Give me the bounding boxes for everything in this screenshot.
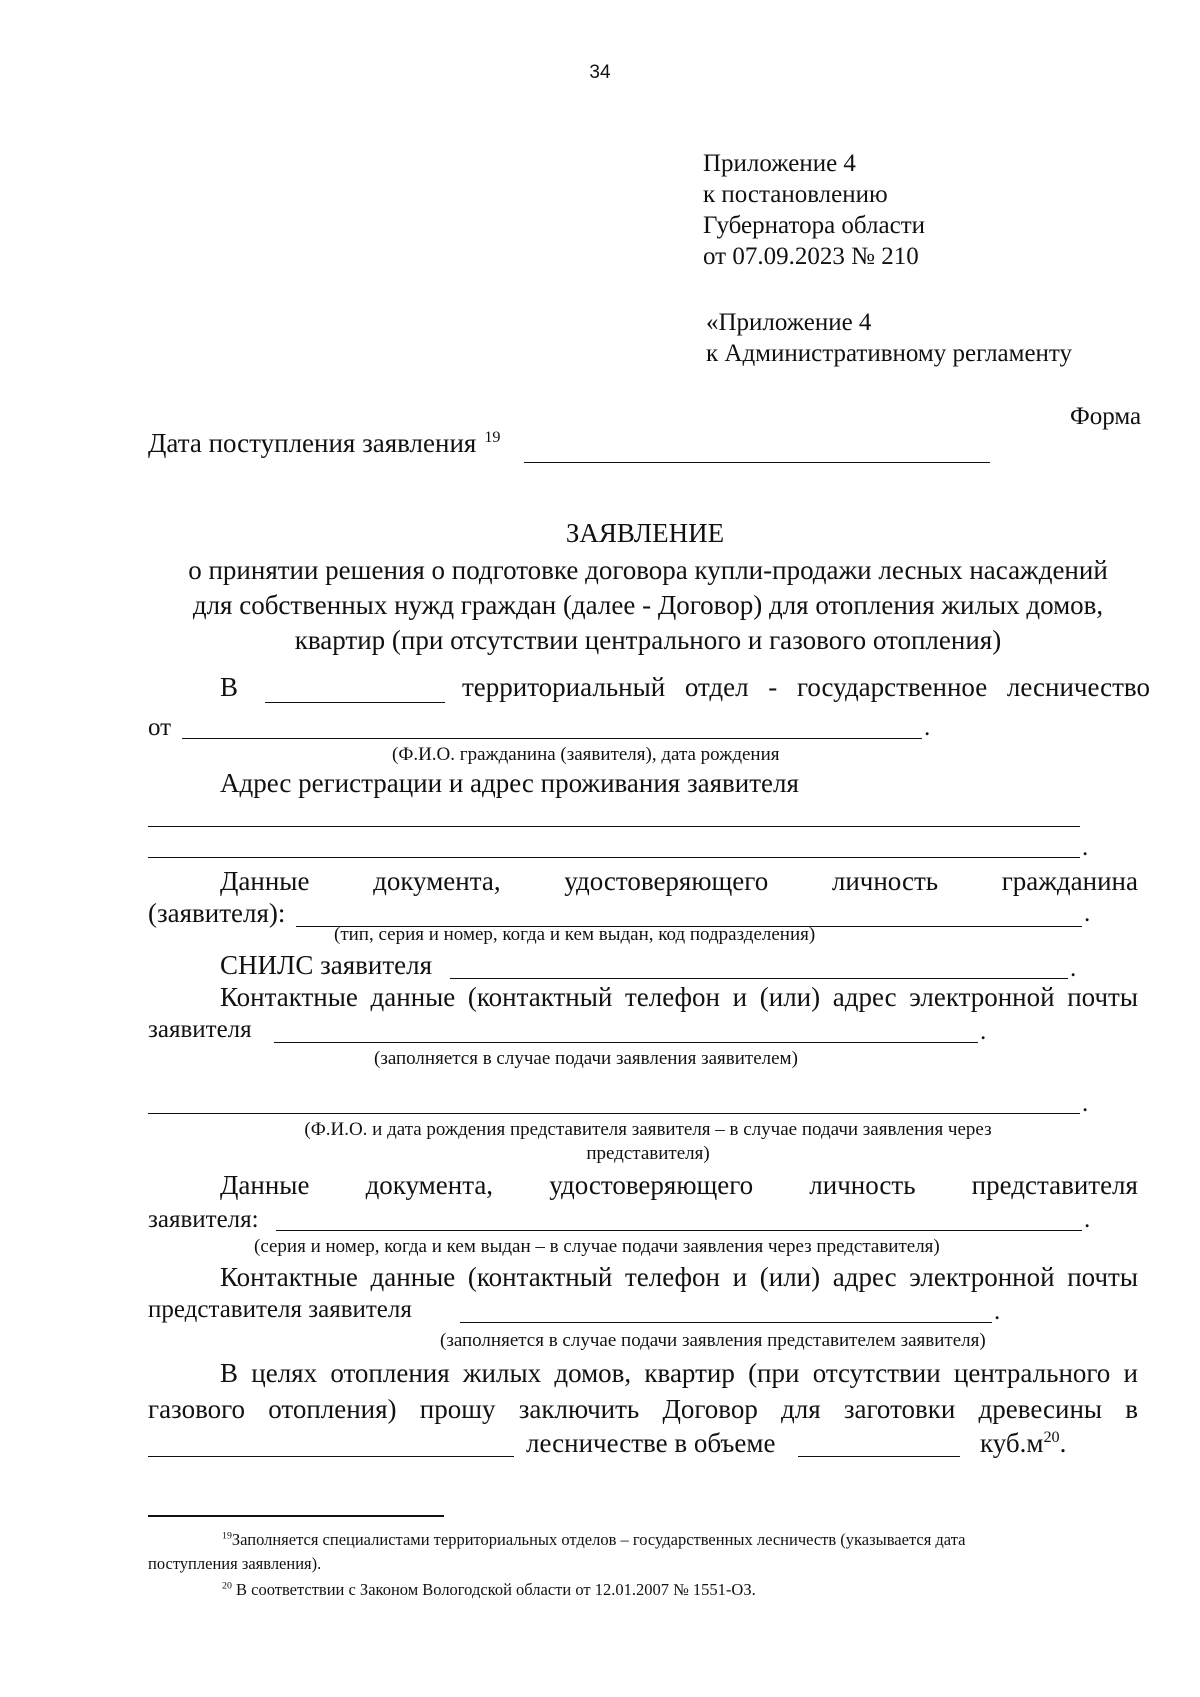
unit-text: куб.м xyxy=(980,1428,1044,1458)
representative-name-field[interactable] xyxy=(148,1113,1080,1114)
word: личность xyxy=(831,866,939,896)
hint-line: представителя) xyxy=(586,1143,710,1164)
footnote-ref-20: 20 xyxy=(1043,1428,1060,1446)
subtitle-line: для собственных нужд граждан (далее - Договор) для отопления жилых домов, xyxy=(192,590,1104,620)
rep-contact-cont: представителя заявителя xyxy=(148,1296,412,1323)
address-field-1[interactable] xyxy=(148,826,1080,827)
id-document-hint: (тип, серия и номер, когда и кем выдан, код подразделения) xyxy=(334,924,816,945)
rep-document-field[interactable] xyxy=(276,1230,1082,1231)
appendix-reference xyxy=(703,148,925,272)
word: гражданина xyxy=(1001,866,1138,896)
appendix-line: Губернатора области xyxy=(703,212,925,239)
address-label: Адрес регистрации и адрес проживания заявителя xyxy=(220,768,799,798)
contact-line: Контактные данные (контактный телефон и (или) адрес электронной почты xyxy=(220,982,1138,1012)
rep-contact-field[interactable] xyxy=(460,1322,992,1323)
form-label: Форма xyxy=(1070,403,1142,430)
statement-heading: ЗАЯВЛЕНИЕ xyxy=(565,518,725,548)
rep-contact-label xyxy=(220,1262,1138,1293)
applicant-name-field[interactable] xyxy=(182,738,922,739)
address-field-2[interactable] xyxy=(148,857,1080,858)
rep-document-hint: (серия и номер, когда и кем выдан – в случае подачи заявления через представителя) xyxy=(254,1236,940,1257)
footnote-text: Заполняется специалистами территориальных отделов – государственных лесничеств (указывается дата xyxy=(231,1530,966,1549)
regulation-reference xyxy=(706,307,1072,369)
dot: . xyxy=(1082,1090,1089,1117)
regulation-line: к Административному регламенту xyxy=(706,340,1073,367)
word: представителя xyxy=(971,1170,1138,1200)
footnote-ref: 19 xyxy=(222,1530,232,1542)
request-text: газового отопления) прошу заключить Договор для заготовки древесины в xyxy=(148,1394,1138,1424)
footnote-line: поступления заявления). xyxy=(148,1554,322,1573)
rep-document-label xyxy=(220,1170,1138,1201)
rep-document-cont: заявителя: xyxy=(148,1206,259,1233)
dot: . xyxy=(1084,900,1091,927)
to-suffix xyxy=(462,672,1150,703)
footnote-separator xyxy=(148,1515,444,1517)
representative-name-hint xyxy=(148,1118,1148,1166)
request-line-1 xyxy=(220,1358,1138,1389)
contact-hint: (заполняется в случае подачи заявления заявителем) xyxy=(374,1048,798,1069)
volume-field[interactable] xyxy=(798,1456,960,1457)
request-text: В целях отопления жилых домов, квартир (при отсутствии центрального и xyxy=(220,1358,1138,1388)
word: Данные xyxy=(220,1170,310,1200)
word: документа, xyxy=(365,1170,494,1200)
word: удостоверяющего xyxy=(549,1170,754,1200)
to-prefix: В xyxy=(220,672,239,702)
volume-unit xyxy=(980,1428,1066,1459)
footnote-20 xyxy=(222,1578,756,1602)
dot: . xyxy=(1082,834,1089,861)
footnote-ref-19: 19 xyxy=(484,428,501,446)
dot: . xyxy=(1084,1206,1091,1233)
request-line-2 xyxy=(148,1394,1138,1425)
page-number: 34 xyxy=(589,62,611,83)
forestry-department-field[interactable] xyxy=(265,702,445,703)
applicant-name-hint: (Ф.И.О. гражданина (заявителя), дата рождения xyxy=(392,744,780,765)
word: Данные xyxy=(220,866,310,896)
word: удостоверяющего xyxy=(564,866,769,896)
statement-subtitle xyxy=(148,553,1148,658)
dot: . xyxy=(980,1018,987,1045)
regulation-line: «Приложение 4 xyxy=(706,309,872,336)
receipt-date-text: Дата поступления заявления xyxy=(148,428,477,458)
footnote-text: В соответствии с Законом Вологодской области от 12.01.2007 № 1551-ОЗ. xyxy=(231,1580,756,1599)
request-mid: лесничестве в объеме xyxy=(526,1428,776,1458)
word: личность xyxy=(809,1170,916,1200)
receipt-date-field[interactable] xyxy=(524,462,990,463)
id-document-cont: (заявителя): xyxy=(148,898,286,928)
from-prefix: от xyxy=(148,714,172,741)
subtitle-line: о принятии решения о подготовке договора купли-продажи лесных насаждений xyxy=(188,555,1108,585)
contact-line: Контактные данные (контактный телефон и (или) адрес электронной почты xyxy=(220,1262,1138,1292)
hint-line: (Ф.И.О. и дата рождения представителя заявителя – в случае подачи заявления через xyxy=(304,1119,992,1140)
dot: . xyxy=(1070,955,1077,982)
snils-label: СНИЛС заявителя xyxy=(220,950,433,980)
appendix-line: Приложение 4 xyxy=(703,150,856,177)
appendix-line: к постановлению xyxy=(703,181,888,208)
dot: . xyxy=(924,714,931,741)
snils-field[interactable] xyxy=(450,978,1068,979)
receipt-date-label xyxy=(148,428,501,459)
contact-cont: заявителя xyxy=(148,1016,252,1043)
footnote-line xyxy=(148,1528,1144,1552)
appendix-line: от 07.09.2023 № 210 xyxy=(703,243,919,270)
forestry-field[interactable] xyxy=(148,1456,514,1457)
id-document-label xyxy=(220,866,1138,897)
word: документа, xyxy=(373,866,501,896)
dot: . xyxy=(994,1298,1001,1325)
footnote-19 xyxy=(148,1528,1144,1576)
subtitle-line: квартир (при отсутствии центрального и газового отопления) xyxy=(294,625,1002,655)
dot: . xyxy=(1059,1428,1067,1458)
footnote-ref: 20 xyxy=(222,1580,232,1592)
rep-contact-hint: (заполняется в случае подачи заявления представителем заявителя) xyxy=(440,1330,986,1351)
contact-label xyxy=(220,982,1138,1013)
to-suffix-text: территориальный отдел - государственное лесничество xyxy=(462,672,1150,702)
contact-field[interactable] xyxy=(274,1042,978,1043)
